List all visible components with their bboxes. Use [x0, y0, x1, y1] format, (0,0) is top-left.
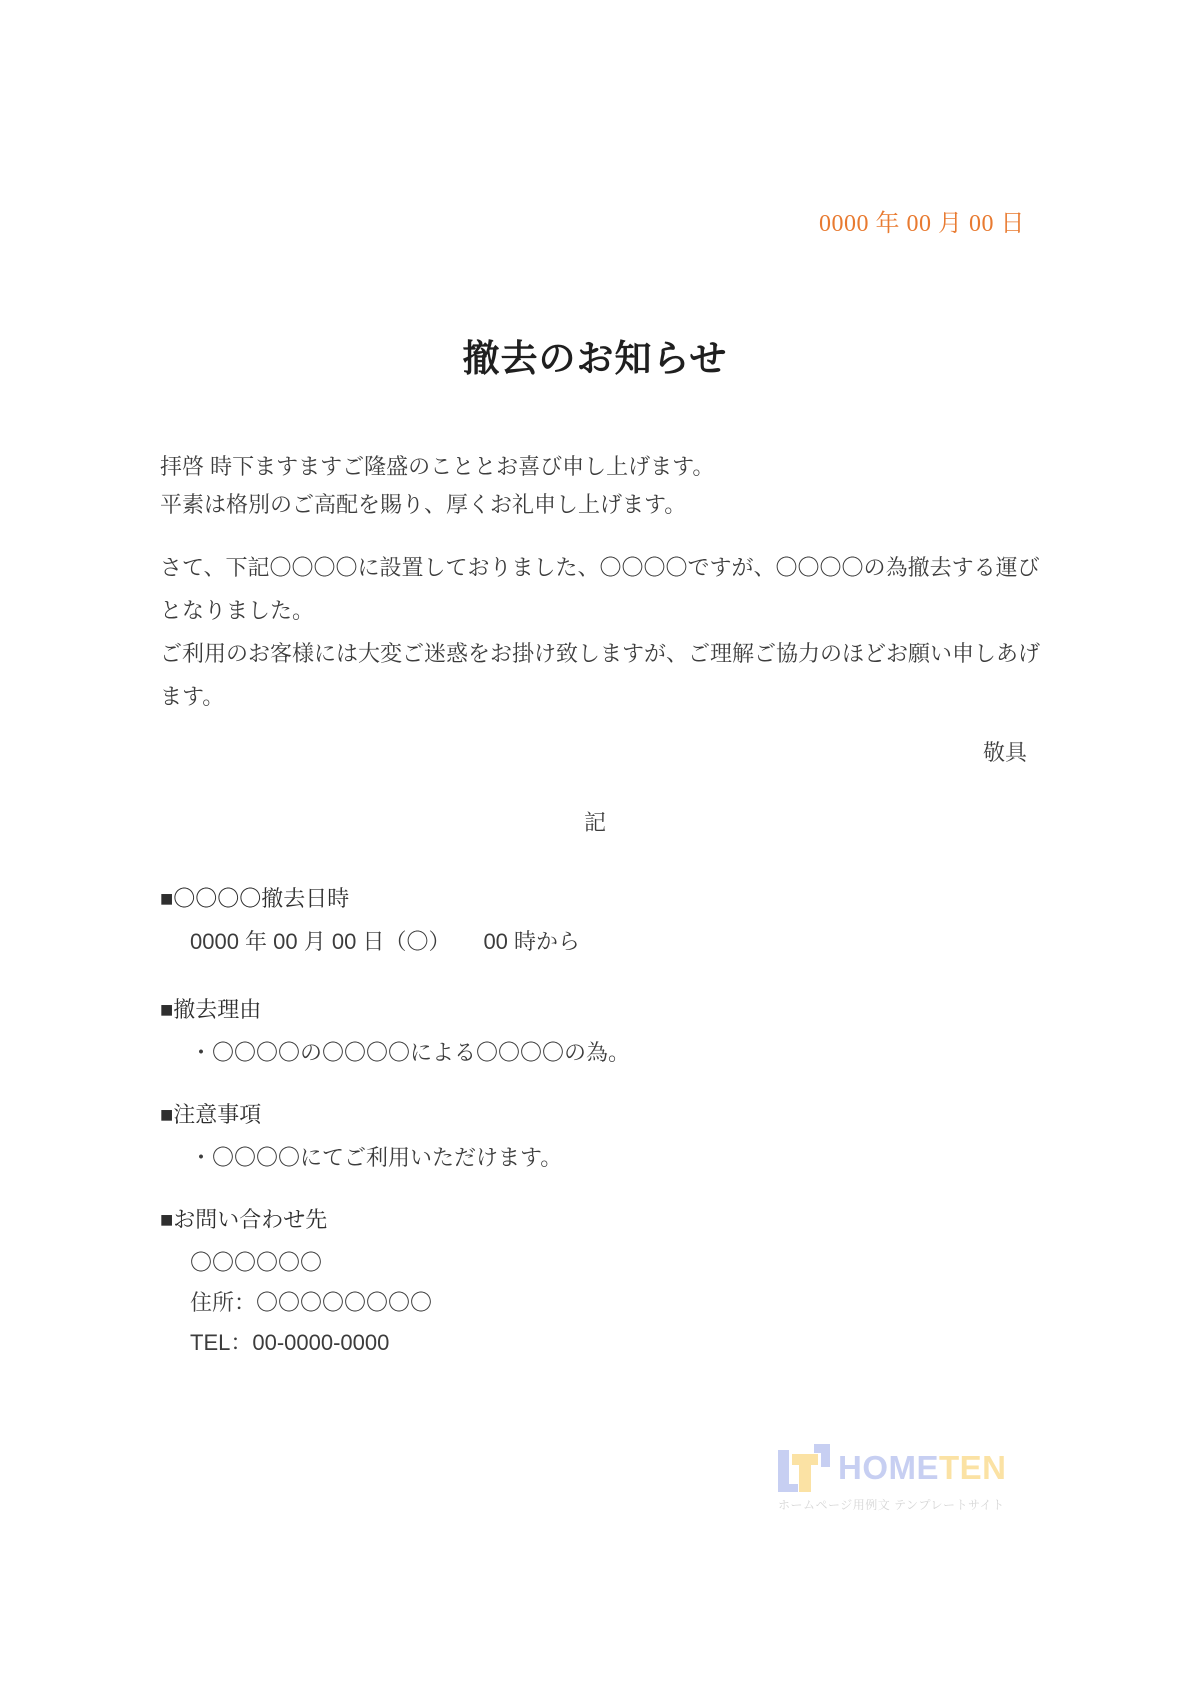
body-paragraph-1: さて、下記〇〇〇〇に設置しておりました、〇〇〇〇ですが、〇〇〇〇の為撤去する運びとなりました。 [160, 555, 1040, 623]
section-lines [190, 1243, 1070, 1363]
logo-wordmark [838, 1449, 1007, 1487]
section-removal-reason [160, 995, 1070, 1073]
section-lines [190, 1033, 1070, 1073]
contact-tel: TEL：00-0000-0000 [190, 1330, 390, 1355]
body-paragraph-2: ご利用のお客様には大変ご迷惑をお掛け致しますが、ご理解ご協力のほどお願い申しあげます。 [160, 641, 1041, 709]
closing-word: 敬具 [982, 740, 1027, 765]
section-removal-datetime [160, 884, 1070, 962]
section-line: ・〇〇〇〇にてご利用いただけます。 [190, 1145, 563, 1170]
logo-wordmark-home: HOME [838, 1449, 939, 1486]
contact-address: 住所：〇〇〇〇〇〇〇〇 [190, 1290, 433, 1315]
footer-branding [778, 1443, 1010, 1513]
document-date: 0000 年 00 月 00 日 [819, 211, 1025, 237]
hometen-logo-icon [778, 1443, 830, 1493]
section-heading: ■撤去理由 [160, 997, 262, 1022]
record-marker: 記 [583, 810, 606, 835]
contact-name: 〇〇〇〇〇〇 [190, 1250, 323, 1275]
greeting-line-1: 拝啓 時下ますますご隆盛のこととお喜び申し上げます。 [160, 454, 715, 479]
greeting-paragraph [160, 448, 1070, 524]
section-line: ・〇〇〇〇の〇〇〇〇による〇〇〇〇の為。 [190, 1040, 631, 1065]
section-precautions [160, 1100, 1070, 1178]
section-line: 0000 年 00 月 00 日（〇） 00 時から [190, 929, 581, 954]
body-paragraphs [160, 546, 1052, 718]
section-lines [190, 922, 1070, 962]
section-heading: ■注意事項 [160, 1102, 262, 1127]
logo-tagline: ホームページ用例文 テンプレートサイト [778, 1498, 1005, 1512]
section-contact [160, 1205, 1070, 1363]
section-heading: ■〇〇〇〇撤去日時 [160, 886, 350, 911]
section-heading: ■お問い合わせ先 [160, 1207, 328, 1232]
logo-row [778, 1443, 1010, 1493]
greeting-line-2: 平素は格別のご高配を賜り、厚くお礼申し上げます。 [160, 492, 687, 517]
section-lines [190, 1138, 1070, 1178]
document-title: 撤去のお知らせ [462, 339, 728, 380]
logo-wordmark-ten: TEN [939, 1449, 1007, 1486]
